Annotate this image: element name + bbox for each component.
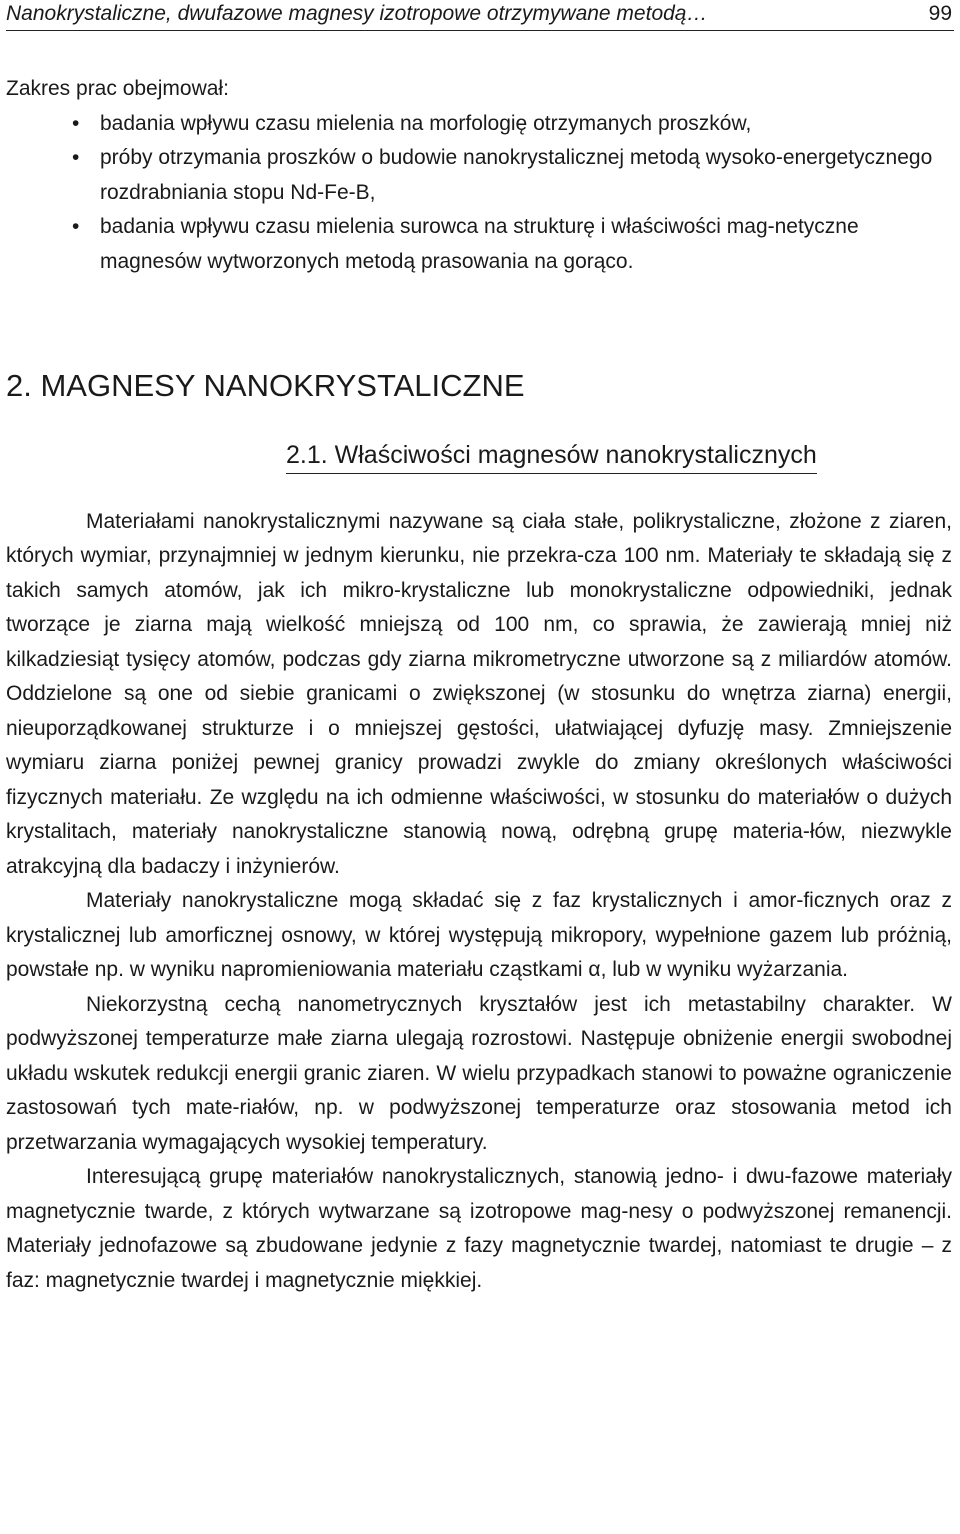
chapter-heading: 2. MAGNESY NANOKRYSTALICZNE xyxy=(6,368,525,403)
page-header xyxy=(6,0,954,31)
scope-intro: Zakres prac obejmował: xyxy=(6,77,229,100)
list-item: • próby otrzymania proszków o budowie nanokrystalicznej metodą wysoko-energetycznego rozdrabniania stopu Nd-Fe-B, xyxy=(6,141,952,210)
page-number: 99 xyxy=(928,2,952,25)
paragraph: Niekorzystną cechą nanometrycznych kryształów jest ich metastabilny charakter. W podwyższonej temperaturze małe ziarna ulegają rozrostowi. Następuje obniżenie energii swobodnej układu wskutek redukcji energii granic ziaren. W wielu przypadkach stanowi to poważne ograniczenie zastosowań tych mate-riałów, np. w podwyższonej temperaturze oraz stosowania metod ich przetwarzania wymagających wysokiej temperatury. xyxy=(6,992,952,1154)
scope-list xyxy=(6,107,952,280)
list-item: • badania wpływu czasu mielenia surowca na strukturę i właściwości mag-netyczne magnesów wytworzonych metodą prasowania na gorąco. xyxy=(6,210,952,279)
section-heading: 2.1. Właściwości magnesów nanokrystalicznych xyxy=(286,437,817,474)
paragraph: Materiały nanokrystaliczne mogą składać się z faz krystalicznych i amor-ficznych oraz z krystalicznej lub amorficznej osnowy, w której występują mikropory, wypełnione gazem lub próżnią, powstałe np. w wyniku napromieniowania materiału cząstkami α, lub w wyniku wyżarzania. xyxy=(6,889,952,981)
body-text xyxy=(6,505,952,1299)
running-title: Nanokrystaliczne, dwufazowe magnesy izotropowe otrzymywane metodą… xyxy=(6,2,708,25)
list-item: • badania wpływu czasu mielenia na morfologię otrzymanych proszków, xyxy=(6,107,952,142)
page-content xyxy=(6,72,952,1298)
paragraph: Materiałami nanokrystalicznymi nazywane są ciała stałe, polikrystaliczne, złożone z ziaren, których wymiar, przynajmniej w jednym kierunku, nie przekra-cza 100 nm. Materiały te składają się z takich samych atomów, jak ich mikro-krystaliczne lub monokrystaliczne odpowiedniki, jednak tworzące je ziarna mają wielkość mniejszą od 100 nm, co sprawia, że zawierają mniej niż kilkadziesiąt tysięcy atomów, podczas gdy ziarna mikrometryczne utworzone są z miliardów atomów. Oddzielone są one od siebie granicami o zwiększonej (w stosunku do wnętrza ziarna) energii, nieuporządkowanej strukturze i o mniejszej gęstości, ułatwiającej dyfuzję masy. Zmniejszenie wymiaru ziarna poniżej pewnej granicy prowadzi zwykle do zmiany określonych właściwości fizycznych materiału. Ze względu na ich odmienne właściwości, w stosunku do materiałów o dużych krystalitach, materiały nanokrystaliczne stanowią nową, odrębną grupę materia-łów, niezwykle atrakcyjną dla badaczy i inżynierów. xyxy=(6,509,952,878)
paragraph: Interesującą grupę materiałów nanokrystalicznych, stanowią jedno- i dwu-fazowe materiały magnetycznie twarde, z których wytwarzane są izotropowe mag-nesy o podwyższonej remanencji. Materiały jednofazowe są zbudowane jedynie z fazy magnetycznie twardej, natomiast te drugie – z faz: magnetycznie twardej i magnetycznie miękkiej. xyxy=(6,1165,952,1292)
